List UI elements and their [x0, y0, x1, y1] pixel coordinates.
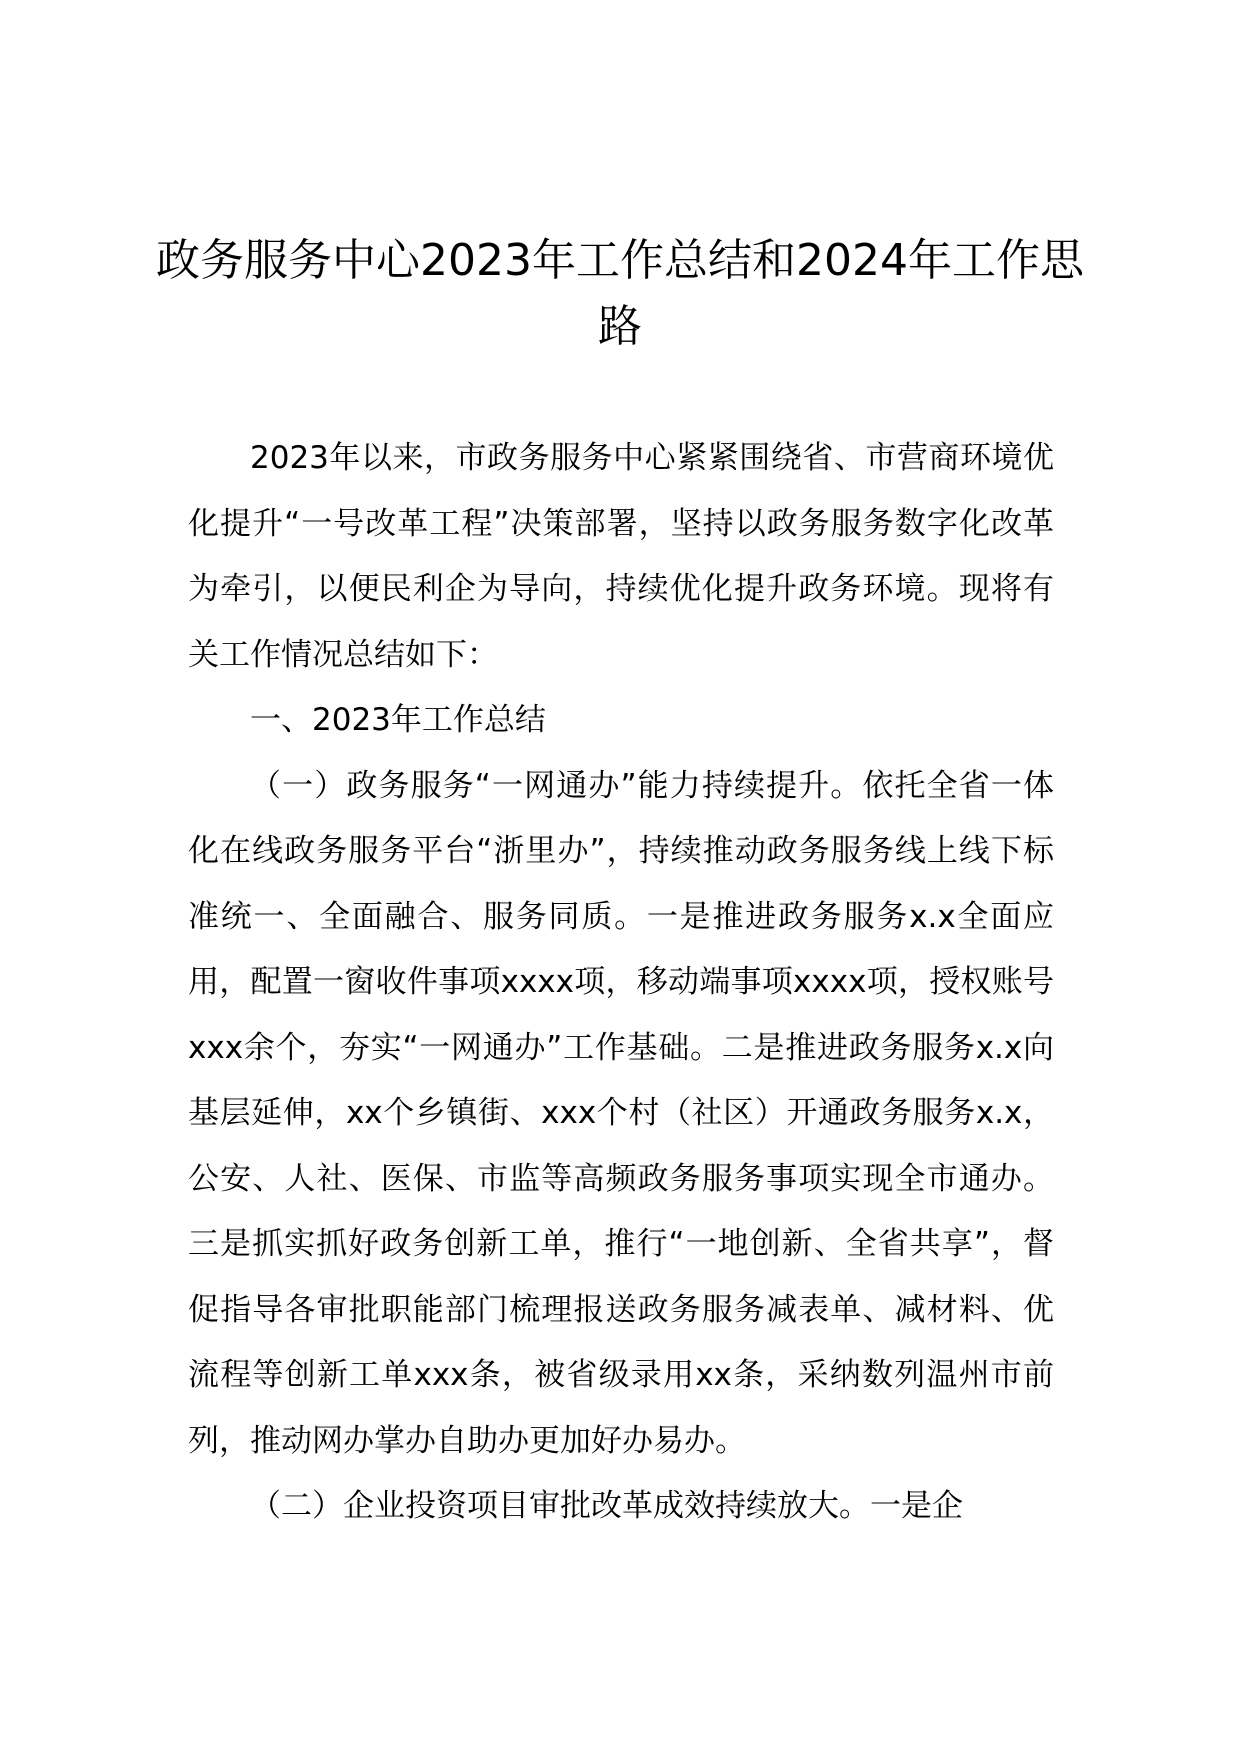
body-paragraph-1: （一）政务服务“一网通办”能力持续提升。依托全省一体化在线政务服务平台“浙里办”，持续推动政务服务线上线下标准统一、全面融合、服务同质。一是推进政务服务x.x全面应用，配置一窗收件事项xxxx项，移动端事项xxxx项，授权账号xxx余个，夯实“一网通办”工作基础。二是推进政务服务x.x向基层延伸，xx个乡镇街、xxx个村（社区）开通政务服务x.x，公安、人社、医保、市监等高频政务服务事项实现全市通办。三是抓实抓好政务创新工单，推行“一地创新、全省共享”，督促指导各审批职能部门梳理报送政务服务减表单、减材料、优流程等创新工单xxx条，被省级录用xx条，采纳数列温州市前列，推动网办掌办自助办更加好办易办。	[188, 767, 1054, 1459]
document-title: 政务服务中心2023年工作总结和2024年工作思路	[156, 235, 1084, 352]
body-paragraph-2: （二）企业投资项目审批改革成效持续放大。一是企	[250, 1488, 963, 1524]
section-heading: 一、2023年工作总结	[250, 702, 546, 738]
intro-paragraph: 2023年以来，市政务服务中心紧紧围绕省、市营商环境优化提升“一号改革工程”决策部署，坚持以政务服务数字化改革为牵引，以便民利企为导向，持续优化提升政务环境。现将有关工作情况总结如下：	[188, 440, 1054, 673]
document-body	[188, 426, 1054, 1540]
